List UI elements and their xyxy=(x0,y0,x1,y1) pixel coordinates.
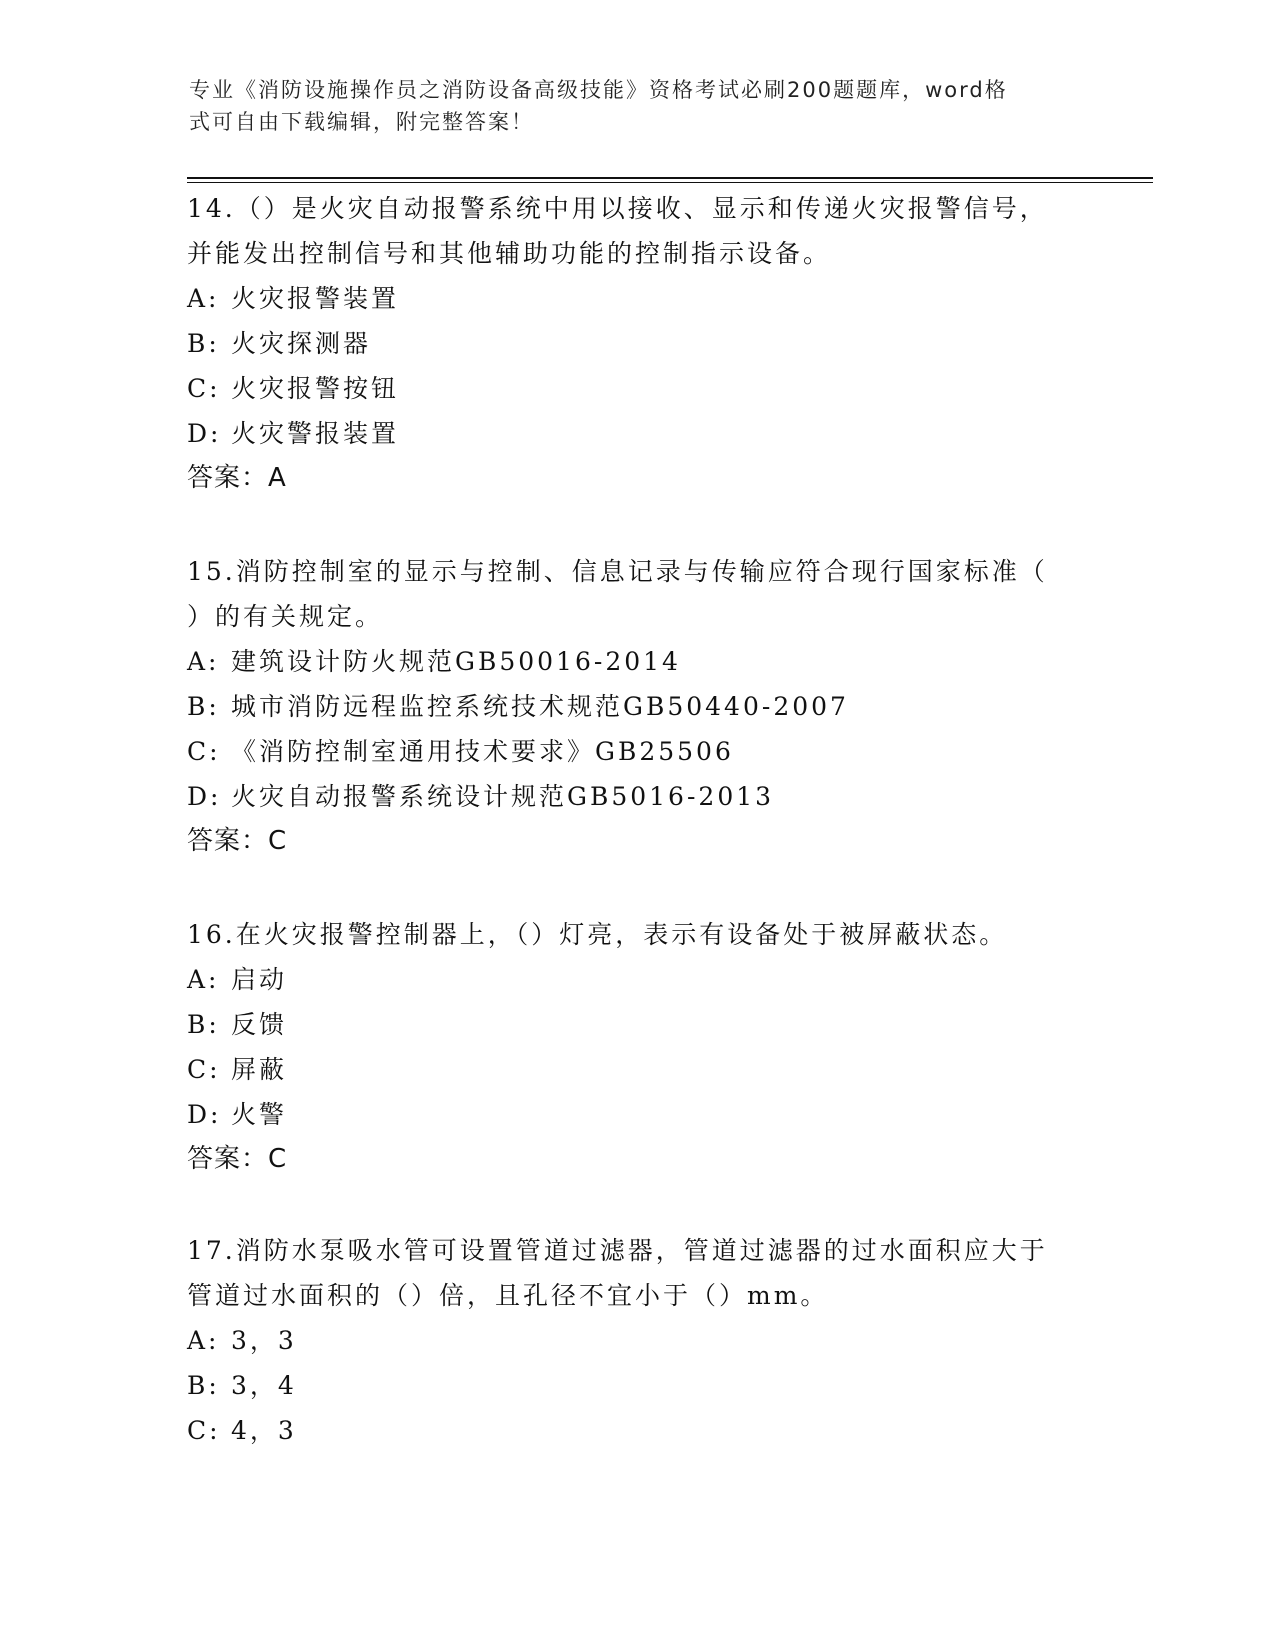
option-text: 火警 xyxy=(231,1100,288,1129)
question-stem-line: 14.（）是火灾自动报警系统中用以接收、显示和传递火灾报警信号， xyxy=(187,194,1048,223)
option-text: 火灾探测器 xyxy=(231,329,372,358)
option-key: B: xyxy=(187,692,220,721)
option-a xyxy=(187,639,1087,684)
option-text: 屏蔽 xyxy=(231,1055,288,1084)
option-c xyxy=(187,1047,1087,1092)
option-key: D: xyxy=(187,782,222,811)
option-text: 《消防控制室通用技术要求》GB25506 xyxy=(231,737,734,766)
option-text: 建筑设计防火规范GB50016-2014 xyxy=(231,647,681,676)
option-b xyxy=(187,1002,1087,1047)
question-stem-line: 15.消防控制室的显示与控制、信息记录与传输应符合现行国家标准（ xyxy=(187,557,1048,586)
option-key: B: xyxy=(187,1010,220,1039)
option-text: 3，3 xyxy=(231,1326,297,1355)
option-key: C: xyxy=(187,1416,221,1445)
question-stem-line: 管道过水面积的（）倍，且孔径不宜小于（）mm。 xyxy=(187,1281,829,1310)
option-key: C: xyxy=(187,374,221,403)
option-b xyxy=(187,684,1087,729)
option-d xyxy=(187,1092,1087,1137)
answer: 答案：A xyxy=(187,463,287,493)
option-text: 城市消防远程监控系统技术规范GB50440-2007 xyxy=(231,692,849,721)
question-stem-line: 16.在火灾报警控制器上，（）灯亮，表示有设备处于被屏蔽状态。 xyxy=(187,920,1008,949)
option-text: 火灾报警按钮 xyxy=(231,374,400,403)
option-text: 火灾自动报警系统设计规范GB5016-2013 xyxy=(231,782,775,811)
option-key: A: xyxy=(187,1326,220,1355)
option-key: D: xyxy=(187,1100,222,1129)
header-line-1: 专业《消防设施操作员之消防设备高级技能》资格考试必刷200题题库，word格 xyxy=(189,78,1008,102)
question-stem-line: 并能发出控制信号和其他辅助功能的控制指示设备。 xyxy=(187,239,832,268)
question-stem-line: ）的有关规定。 xyxy=(187,602,384,631)
option-a xyxy=(187,1318,1087,1363)
question-14 xyxy=(187,186,1087,501)
answer: 答案：C xyxy=(187,1144,288,1174)
header-divider-thick xyxy=(187,177,1153,179)
option-b xyxy=(187,321,1087,366)
option-key: D: xyxy=(187,419,222,448)
option-text: 4，3 xyxy=(231,1416,297,1445)
question-15 xyxy=(187,549,1087,864)
option-text: 火灾报警装置 xyxy=(231,284,400,313)
option-key: A: xyxy=(187,284,220,313)
question-16 xyxy=(187,912,1087,1182)
option-text: 启动 xyxy=(231,965,288,994)
option-b xyxy=(187,1363,1087,1408)
option-text: 3，4 xyxy=(231,1371,297,1400)
document-header xyxy=(189,74,1089,138)
option-key: A: xyxy=(187,647,220,676)
option-text: 火灾警报装置 xyxy=(231,419,400,448)
option-key: C: xyxy=(187,1055,221,1084)
option-text: 反馈 xyxy=(231,1010,288,1039)
option-d xyxy=(187,411,1087,456)
option-c xyxy=(187,366,1087,411)
option-key: B: xyxy=(187,1371,220,1400)
option-c xyxy=(187,1408,1087,1453)
answer: 答案：C xyxy=(187,826,288,856)
option-key: B: xyxy=(187,329,220,358)
question-stem-line: 17.消防水泵吸水管可设置管道过滤器，管道过滤器的过水面积应大于 xyxy=(187,1236,1048,1265)
option-d xyxy=(187,774,1087,819)
question-17 xyxy=(187,1228,1087,1453)
option-key: C: xyxy=(187,737,221,766)
option-key: A: xyxy=(187,965,220,994)
option-a xyxy=(187,957,1087,1002)
option-c xyxy=(187,729,1087,774)
header-line-2: 式可自由下载编辑，附完整答案！ xyxy=(189,110,534,134)
header-divider-thin xyxy=(187,182,1153,183)
option-a xyxy=(187,276,1087,321)
